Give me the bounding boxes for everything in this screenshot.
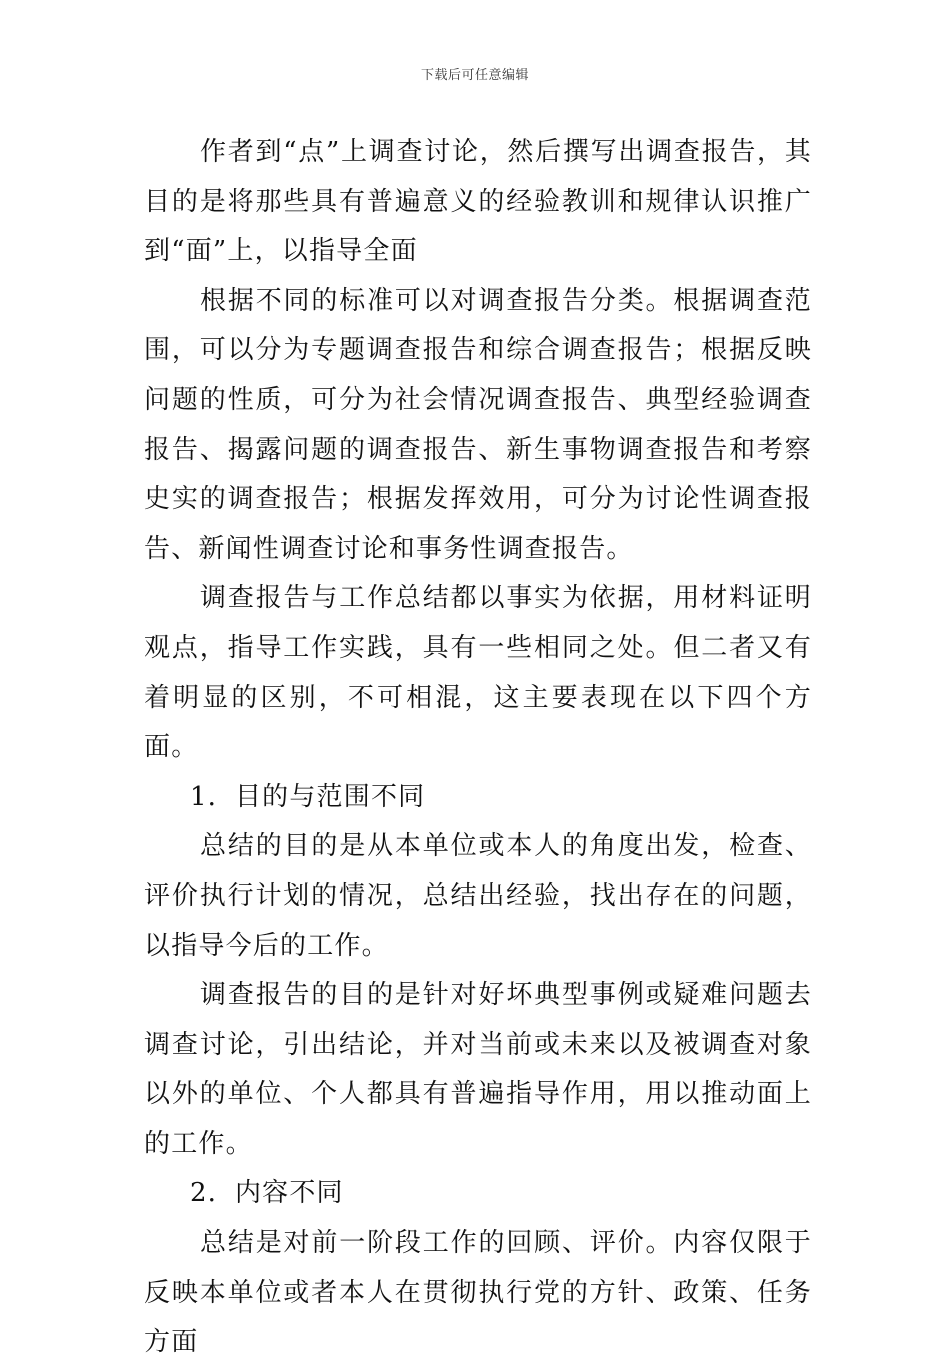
paragraph-report-purpose: 调查报告的目的是针对好坏典型事例或疑难问题去调查讨论，引出结论，并对当前或未来以及被调查对象以外的单位、个人都具有普遍指导作用，用以推动面上的工作。 [144,980,812,1159]
paragraph-comparison: 调查报告与工作总结都以事实为依据，用材料证明观点，指导工作实践，具有一些相同之处。但二者又有着明显的区别，不可相混，这主要表现在以下四个方面。 [144,583,812,763]
paragraph-classification: 根据不同的标准可以对调查报告分类。根据调查范围，可以分为专题调查报告和综合调查报告；根据反映问题的性质，可分为社会情况调查报告、典型经验调查报告、揭露问题的调查报告、新生事物调查报告和考察史实的调查报告；根据发挥效用，可分为讨论性调查报告、新闻性调查讨论和事务性调查报告。 [144,285,812,564]
paragraph-summary-purpose: 总结的目的是从本单位或本人的角度出发，检查、评价执行计划的情况，总结出经验，找出存在的问题，以指导今后的工作。 [144,831,812,961]
section-heading-purpose-scope: 1．目的与范围不同 [190,781,426,812]
paragraph-purpose: 作者到“点”上调查讨论，然后撰写出调查报告，其目的是将那些具有普遍意义的经验教训和规律认识推广到“面”上，以指导全面 [144,137,812,267]
page-header: 下载后可任意编辑 [420,68,529,83]
document-body [144,128,812,1368]
paragraph-summary-content: 总结是对前一阶段工作的回顾、评价。内容仅限于反映本单位或者本人在贯彻执行党的方针、政策、任务方面 [144,1228,812,1358]
section-heading-content: 2．内容不同 [190,1178,344,1209]
